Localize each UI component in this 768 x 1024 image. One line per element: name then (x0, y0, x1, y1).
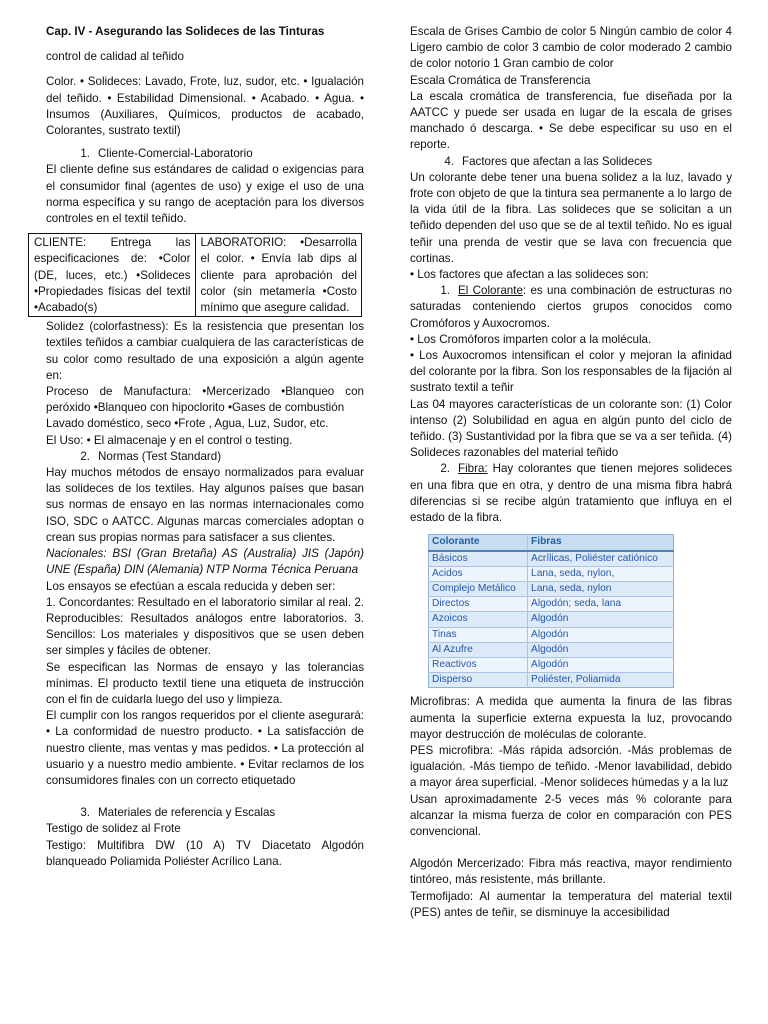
section-3-number: 3. (80, 806, 90, 820)
table-row (429, 657, 674, 672)
factor-1-number: 1. (440, 284, 450, 298)
usan-paragraph: Usan aproximadamente 2-5 veces más % colorante para alcanzar la misma fuerza de color en comparación con PES convencional. (410, 792, 732, 838)
table-header-colorante: Colorante (429, 535, 528, 551)
fibras-cell: Acrílicas, Poliéster catiónico (528, 551, 674, 567)
microfibras-paragraph: Microfibras: A medida que aumenta la finura de las fibras aumenta la superficie externa expuesta la luz, provocando mayor destrucción de moléculas de colorante. (410, 695, 732, 741)
testigo-frote: Testigo de solidez al Frote (46, 822, 181, 836)
colorante-cell: Acidos (429, 566, 528, 581)
section-1-title: Cliente-Comercial-Laboratorio (98, 147, 253, 161)
factor-colorante (410, 283, 732, 332)
fibras-cell: Algodón; seda, lana (528, 597, 674, 612)
concordantes-paragraph: 1. Concordantes: Resultado en el laboratorio similar al real. 2. Reproducibles: Resultados análogos entre laboratorios. 3. Sencillos: Los materiales y dispositivos que se usen deben ser simples y fáciles de obtener. (46, 595, 364, 658)
client-cell: CLIENTE: Entrega las especificaciones de: •Color (DE, luces, etc.) •Solideces •Propiedades físicas del textil •Acabado(s) (34, 236, 191, 315)
factor-2-text: Hay colorantes que tienen mejores solideces en una fibra que en otra, y dentro de una misma fibra habrá diferencias si se recibe algún tratamiento que influya en el estado de la fibra. (410, 462, 732, 525)
section-1-number: 1. (80, 147, 90, 161)
fibras-cell: Algodón (528, 642, 674, 657)
table-row (429, 612, 674, 627)
fibras-cell: Poliéster, Poliamida (528, 673, 674, 688)
colorante-cell: Tinas (429, 627, 528, 642)
factor-fibra (410, 461, 732, 526)
section-2-number: 2. (80, 449, 90, 463)
ensayos-paragraph: Los ensayos se efectúan a escala reducida y deben ser: (46, 579, 336, 593)
factor-1-text: : es una combinación de estructuras no saturadas conteniendo ciertos grupos conocidos como Cromóforos y Auxocromos. (410, 284, 732, 330)
cumplir-paragraph: El cumplir con los rangos requeridos por el cliente asegurará: • La conformidad de nuestro producto. • La satisfacción de nuestro cliente, mas ventas y mas pedidos. • La protección al usuario y a nuestro medio ambiente. • Evitar reclamos de los consumidores finales con un correcto etiquetado (46, 709, 364, 787)
section-4-number: 4. (444, 154, 454, 168)
table-header-row (429, 535, 674, 551)
section-4-title: Factores que afectan a las Solideces (462, 154, 653, 168)
especifican-paragraph: Se especifican las Normas de ensayo y las tolerancias mínimas. El producto textil tiene una etiqueta de instrucción con el fin de cuidarla luego del uso y limpieza. (46, 660, 364, 706)
cromoforos-paragraph: • Los Cromóforos imparten color a la molécula. (410, 332, 652, 346)
table-header-fibras: Fibras (528, 535, 674, 551)
chapter-title: Cap. IV - Asegurando las Solideces de las Tinturas (46, 25, 325, 38)
table-row (429, 642, 674, 657)
section-2-paragraph: Hay muchos métodos de ensayo normalizados para evaluar las solideces de los textiles. Hay algunos países que basan sus normas de ensayo en las normas internacionales como ISO, SDC o AATCC. Algunas marcas comerciales adoptan o crean sus propias normas para satisfacer a sus clientes. (46, 466, 364, 544)
table-row (429, 551, 674, 567)
table-row (429, 673, 674, 688)
section-2-title: Normas (Test Standard) (98, 449, 222, 463)
colorante-cell: Directos (429, 597, 528, 612)
factor-2-label: Fibra: (458, 462, 488, 476)
escala-cromatica-paragraph: La escala cromática de transferencia, fue diseñada por la AATCC y puede ser usada en lugar de la escala de grises manchado ó descarga. • Se debe especificar su uso en el reporte. (410, 89, 732, 152)
fibras-cell: Lana, seda, nylon, (528, 566, 674, 581)
fibras-cell: Algodón (528, 657, 674, 672)
escala-cromatica-title: Escala Cromática de Transferencia (410, 73, 591, 87)
table-body (429, 551, 674, 688)
fibras-cell: Algodón (528, 627, 674, 642)
section-3-title: Materiales de referencia y Escalas (98, 806, 276, 820)
colorante-cell: Reactivos (429, 657, 528, 672)
pes-paragraph: PES microfibra: -Más rápida adsorción. -Más problemas de igualación. -Más tiempo de teñido. -Menor lavabilidad, debido a mayor área superficial. -Menor solideces húmedas y a la luz (410, 743, 732, 790)
auxocromos-paragraph: • Los Auxocromos intensifican el color y mejoran la afinidad del colorante por la fibra. Son los responsables de la fijación al sustrato textil a teñir (410, 349, 732, 395)
colorante-fibras-table (428, 534, 674, 688)
proceso-paragraph: Proceso de Manufactura: •Mercerizado •Blanqueo con peróxido •Blanqueo con hipoclorito •Gases de combustión (46, 385, 364, 415)
chapter-subtitle: control de calidad al teñido (46, 50, 184, 64)
table-row (429, 581, 674, 596)
table-row (429, 566, 674, 581)
spacer (410, 840, 732, 856)
solidez-paragraph: Solidez (colorfastness): Es la resistencia que presentan los textiles teñidos a cambiar cualquiera de las características de su color como resultado de una exposición a algún agente en: (46, 320, 364, 382)
fibras-cell: Lana, seda, nylon (528, 581, 674, 596)
factor-2-number: 2. (440, 462, 450, 476)
section-1-heading (46, 146, 364, 162)
colorante-cell: Complejo Metálico (429, 581, 528, 596)
colorante-cell: Disperso (429, 673, 528, 688)
lab-cell: LABORATORIO: •Desarrolla el color. • Envía lab dips al cliente para aprobación del color (sin metamería •Costo mínimo que asegure calidad. (195, 234, 362, 316)
table-row (429, 597, 674, 612)
client-lab-table (28, 233, 362, 317)
lavado-paragraph: Lavado doméstico, seco •Frote , Agua, Luz, Sudor, etc. (46, 417, 329, 431)
testigo-multifibra: Testigo: Multifibra DW (10 A) TV Diacetato Algodón blanqueado Poliamida Poliéster Acrílico Lana. (46, 838, 364, 868)
section-2-heading (46, 449, 364, 465)
escala-grises-paragraph: Escala de Grises Cambio de color 5 Ningún cambio de color 4 Ligero cambio de color 3 cambio de color moderado 2 cambio de color notorio 1 Gran cambio de color (410, 25, 732, 71)
colorante-cell: Al Azufre (429, 642, 528, 657)
colorante-cell: Básicos (429, 551, 528, 567)
section-4-paragraph: Un colorante debe tener una buena solidez a la luz, lavado y frote con objeto de que la tintura sea permanente a lo largo de la vida útil de la fibra. Las solideces que se solicitan a un teñido dependen del uso que se de al textil teñido. No es igual teñir una prenda de vestir que se lava con frecuencia que cortinas. (410, 170, 732, 265)
section-4-heading (410, 154, 732, 170)
spacer (46, 789, 364, 805)
fibras-cell: Algodón (528, 612, 674, 627)
nacionales-paragraph: Nacionales: BSI (Gran Bretaña) AS (Australia) JIS (Japón) UNE (España) DIN (Alemania) NTP Norma Técnica Peruana (46, 547, 364, 577)
mayores-paragraph: Las 04 mayores características de un colorante son: (1) Color intenso (2) Solubilidad en agua en algún punto del ciclo de teñido. (3) Sustantividad por la fibra que se va a ser teñida. (4) Solideces razonables del material teñido (410, 397, 732, 460)
left-column (34, 24, 364, 870)
factor-1-label: El Colorante (458, 284, 523, 298)
section-1-paragraph: El cliente define sus estándares de calidad o exigencias para el consumidor final (agentes de uso) y exige el uso de una norma específica y su rango de aceptación para los diversos controles en el textil teñido. (46, 163, 364, 226)
factores-intro: • Los factores que afectan a las solideces son: (410, 268, 649, 282)
termofijado-paragraph: Termofijado: Al aumentar la temperatura del material textil (PES) antes de teñir, se disminuye la accesibilidad (410, 889, 732, 919)
colorante-cell: Azoicos (429, 612, 528, 627)
section-3-heading (46, 805, 364, 821)
algodon-paragraph: Algodón Mercerizado: Fibra más reactiva, mayor rendimiento tintóreo, más resistente, más brillante. (410, 857, 732, 887)
intro-paragraph: Color. • Solideces: Lavado, Frote, luz, sudor, etc. • Igualación del teñido. • Estabilidad Dimensional. • Acabado. • Agua. • Insumos (Auxiliares, Químicos, productos de acabado, Colorantes, sustrato textil) (46, 75, 364, 138)
uso-paragraph: El Uso: • El almacenaje y en el control o testing. (46, 433, 293, 447)
table-row (429, 627, 674, 642)
right-column (410, 24, 732, 921)
